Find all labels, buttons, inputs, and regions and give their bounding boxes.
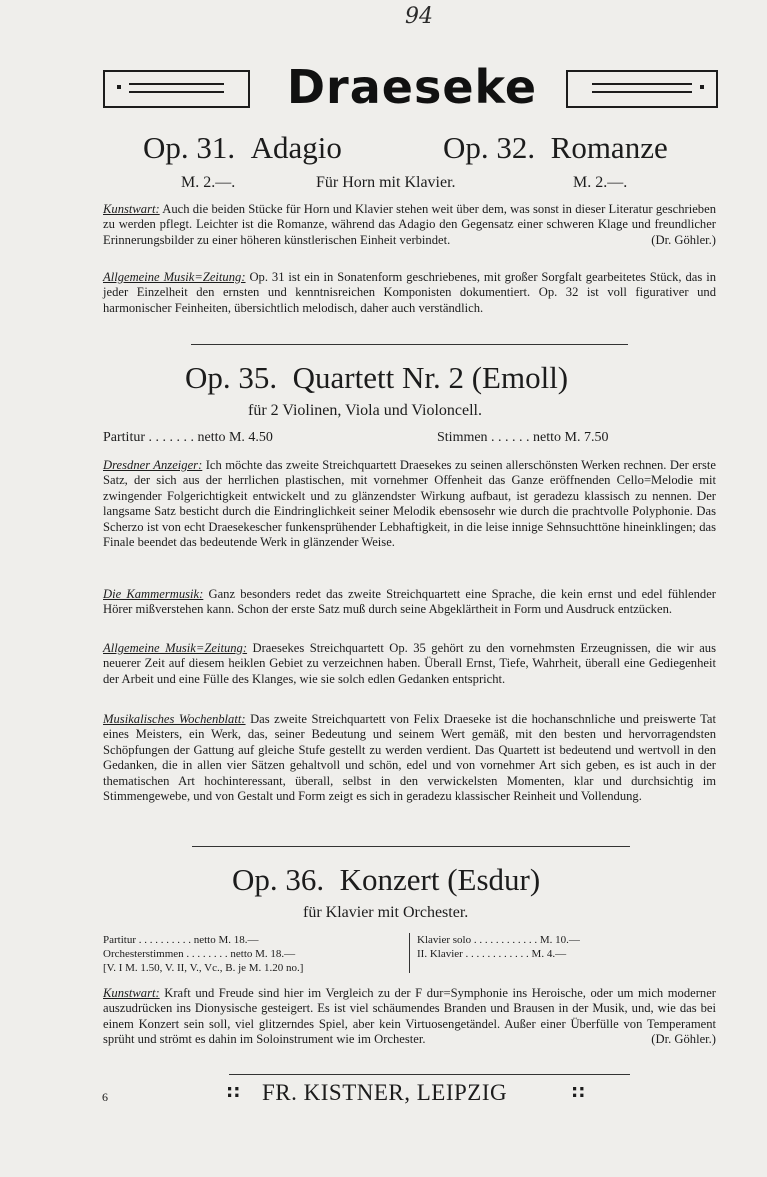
op36-ii-klavier: II. Klavier . . . . . . . . . . . . M. 4.— — [417, 948, 567, 960]
op35-partitur: Partitur . . . . . . . netto M. 4.50 — [103, 430, 273, 445]
review-text: Das zweite Streichquartett von Felix Draeseke ist die hochanschnliche und preiswerte Tat eines Meisters, ein Werk, das, seiner Bedeutung und seinem Wert gemäß, mit den besten und hervorragendsten Schöpfungen der Gattung auf gleiche Stufe gestellt zu werden verdient. Das Quartett ist bedeutend und wertvoll in den Gedanken, die in allen vier Sätzen gehaltvoll und schön, edel und von vornehmer Art sich geben, es ist auch in der thematischen Art hochinteressant, überall, selbst in den verwickelsten Momenten, klar und durchsichtig im Stimmengewebe, und von Gestalt und Form zeigt es sich in geradezu klassischer Reinheit und Vollendung. — [103, 712, 717, 804]
op32-price: M. 2.—. — [573, 174, 628, 191]
review-allgemeine-2 — [103, 641, 716, 687]
op36-partitur: Partitur . . . . . . . . . . netto M. 18.— — [103, 934, 259, 946]
divider — [229, 1074, 630, 1075]
divider — [192, 846, 630, 847]
op36-orchester-note: [V. I M. 1.50, V. II, V., Vc., B. je M. 1.20 no.] — [103, 962, 304, 974]
review-text: Op. 31 ist ein in Sonatenform geschriebenes, mit großer Sorgfalt gearbeitetes Stück, das in jeder Einzelheit den ernsten und kenntnisreichen Komponisten dokumentiert. Op. 32 ist voll figurativer und harmonischer Feinheiten, übersichtlich melodisch, daher auch verständlich. — [103, 270, 716, 315]
review-kunstwart-2 — [103, 986, 716, 1048]
review-source: Die Kammermusik: — [103, 587, 204, 601]
review-text: Kraft und Freude sind hier im Vergleich zu der F dur=Symphonie ins Heroische, oder um mich moderner auszudrücken ins Dionysische gesteigert. Es ist viel schäumendes Branden und Brausen in der Musik, und, wie das bei einem Konzert sein soll, viel glitzerndes Spiel, aber kein Virtuosengetändel. Außer einer Überfülle von Temperament sprüht und strömt es dahin im Soloinstrument wie im Orchester. — [103, 986, 716, 1047]
op32-label: Op. 32. — [443, 130, 536, 165]
op31-32-instrumentation: Für Horn mit Klavier. — [316, 174, 456, 191]
review-text: Ich möchte das zweite Streichquartett Draesekes zu seinen allerschönsten Werken rechnen. Der erste Satz, der sich aus der herrlichen plastischen, mit vornehmer Offenheit das Ganze eröffnenden Cello=Melodie mit zwingender Folgerichtigkeit entwickelt und zu glänzendster Wirkung aufbaut, ist geradezu klassisch zu nennen. Der langsame Satz besticht durch die Eindringlichkeit seiner Melodik ebensosehr wie durch die prachtvolle Polyphonie. Das Scherzo ist von echt Draesekescher funkensprühender Lebhaftigkeit, in die leise innige Sehnsuchttöne hineinklingen; das Finale beendet das bedeutende Werk in glänzender Weise. — [103, 458, 716, 550]
review-author: (Dr. Göhler.) — [651, 232, 716, 247]
publisher-name: FR. KISTNER, LEIPZIG — [262, 1080, 508, 1105]
op35-title: Quartett Nr. 2 (Emoll) — [292, 360, 569, 395]
review-source: Allgemeine Musik=Zeitung: — [103, 641, 248, 655]
review-text: Ganz besonders redet das zweite Streichquartett eine Sprache, die kein ernst und edel fühlender Hörer mißverstehen kann. Schon der erste Satz muß durch seine Abgeklärtheit in Form und Ausdruck entzücken. — [103, 587, 716, 617]
ornament-left: :: — [226, 1081, 241, 1102]
op36-orchesterstimmen: Orchesterstimmen . . . . . . . . netto M. 18.— — [103, 948, 296, 960]
review-source: Kunstwart: — [103, 986, 160, 1000]
divider — [191, 344, 628, 345]
banner-ornament-left — [103, 70, 250, 108]
column-divider — [409, 933, 410, 973]
op36-subtitle: für Klavier mit Orchester. — [303, 904, 469, 921]
review-source: Kunstwart: — [103, 202, 160, 216]
review-text: Auch die beiden Stücke für Horn und Klavier stehen weit über dem, was sonst in dieser Literatur geschrieben zu werden pflegt. Leichter ist die Romanze, während das Adagio den Gegensatz einer schweren Klage und freundlicher Erinnerungsbilder zu einer höheren künstlerischen Einheit verbindet. — [103, 202, 716, 247]
op36-label: Op. 36. — [232, 862, 325, 897]
review-source: Musikalisches Wochenblatt: — [103, 712, 246, 726]
op36-heading — [232, 862, 540, 898]
op36-klavier-solo: Klavier solo . . . . . . . . . . . . M. 10.— — [417, 934, 580, 946]
op35-subtitle: für 2 Violinen, Viola und Violoncell. — [248, 402, 482, 419]
op35-stimmen: Stimmen . . . . . . netto M. 7.50 — [437, 430, 609, 445]
review-author: (Dr. Göhler.) — [651, 1032, 716, 1047]
op31-heading — [143, 130, 342, 166]
page-number: 6 — [102, 1090, 108, 1104]
banner-title: Draeseke — [286, 60, 538, 114]
review-kammermusik — [103, 587, 716, 618]
op31-title: Adagio — [250, 130, 342, 165]
review-text: Draesekes Streichquartett Op. 35 gehört zu den vornehmsten Erzeugnissen, die wir aus neuerer Zeit auf diesem heiklen Gebiet zu verzeichnen haben. Überall Ernst, Tiefe, Wahrheit, überall eine Gediegenheit der Arbeit und eine Fülle des Klanges, wie sie solch edlen Gedanken entspricht. — [103, 641, 716, 686]
ornament-right: :: — [571, 1081, 586, 1102]
banner-ornament-right — [566, 70, 718, 108]
review-dresdner — [103, 458, 716, 550]
handwritten-page-number: 94 — [405, 4, 433, 29]
op35-label: Op. 35. — [185, 360, 278, 395]
op35-heading — [185, 360, 568, 396]
review-source: Allgemeine Musik=Zeitung: — [103, 270, 246, 284]
op31-price: M. 2.—. — [181, 174, 236, 191]
op36-title: Konzert (Esdur) — [339, 862, 541, 897]
op31-label: Op. 31. — [143, 130, 236, 165]
review-kunstwart-1 — [103, 202, 716, 248]
op32-heading — [443, 130, 668, 166]
review-source: Dresdner Anzeiger: — [103, 458, 203, 472]
review-wochenblatt — [103, 712, 716, 804]
op32-title: Romanze — [550, 130, 668, 165]
review-allgemeine-1 — [103, 270, 716, 316]
